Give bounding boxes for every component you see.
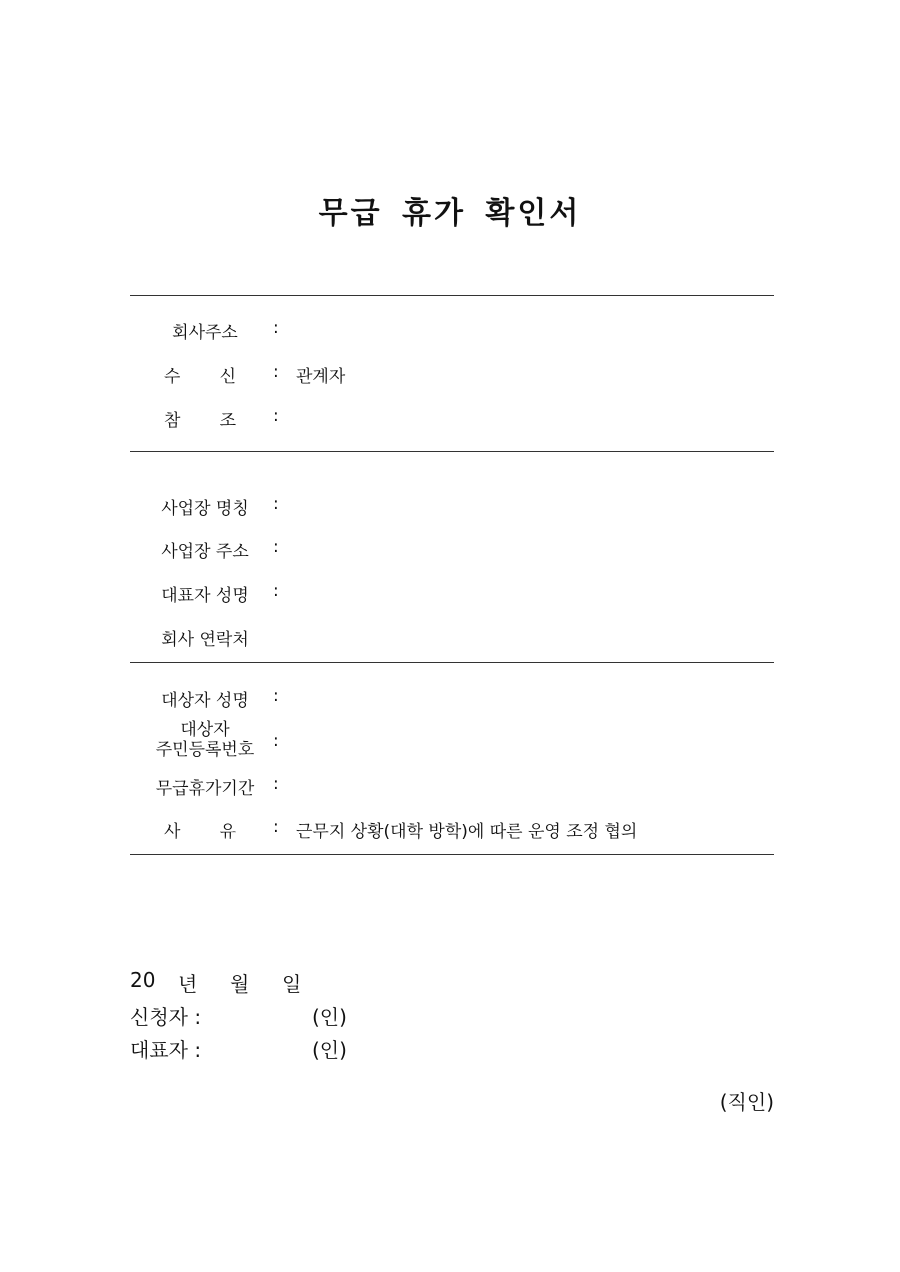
divider-2 — [130, 662, 774, 663]
subject-name-colon: : — [273, 686, 279, 706]
workplace-address-label: 사업장 주소 — [161, 542, 249, 562]
company-address-label: 회사주소 — [172, 323, 238, 343]
divider-top — [130, 295, 774, 296]
company-seal-mark: (직인) — [719, 1090, 774, 1114]
subject-id-label — [140, 720, 270, 760]
reference-label-char: 참 — [164, 411, 181, 431]
reference-label-char: 조 — [219, 411, 236, 431]
reference-colon: : — [273, 406, 279, 426]
subject-id-label-line1: 대상자 — [180, 720, 230, 740]
ceo-name-colon: : — [273, 581, 279, 601]
applicant-label: 신청자 : — [130, 1005, 202, 1029]
subject-name-label: 대상자 성명 — [161, 691, 249, 711]
company-address-colon: : — [273, 318, 279, 338]
divider-1 — [130, 451, 774, 452]
year-prefix: 20 — [130, 968, 156, 992]
document-title: 무급 휴가 확인서 — [318, 196, 582, 231]
month-label: 월 — [230, 972, 250, 996]
representative-seal: (인) — [312, 1038, 347, 1062]
recipient-label — [164, 362, 236, 387]
reason-label-char: 유 — [219, 822, 236, 842]
reason-label — [164, 817, 236, 842]
recipient-label-char: 수 — [164, 367, 181, 387]
company-contact-label: 회사 연락처 — [161, 630, 249, 650]
year-label: 년 — [178, 972, 198, 996]
reason-label-char: 사 — [164, 822, 181, 842]
workplace-address-colon: : — [273, 537, 279, 557]
recipient-colon: : — [273, 362, 279, 382]
reference-label — [164, 406, 236, 431]
leave-period-colon: : — [273, 774, 279, 794]
workplace-name-label: 사업장 명칭 — [161, 499, 249, 519]
recipient-label-char: 신 — [219, 367, 236, 387]
leave-period-label: 무급휴가기간 — [155, 779, 255, 799]
ceo-name-label: 대표자 성명 — [161, 586, 249, 606]
workplace-name-colon: : — [273, 494, 279, 514]
subject-id-colon: : — [273, 731, 279, 751]
reason-colon: : — [273, 817, 279, 837]
applicant-seal: (인) — [312, 1005, 347, 1029]
subject-id-label-line2: 주민등록번호 — [155, 740, 255, 760]
recipient-value: 관계자 — [296, 367, 346, 387]
representative-label: 대표자 : — [130, 1038, 202, 1062]
reason-value: 근무지 상황(대학 방학)에 따른 운영 조정 협의 — [296, 822, 638, 842]
day-label: 일 — [282, 972, 302, 996]
divider-bottom — [130, 854, 774, 855]
